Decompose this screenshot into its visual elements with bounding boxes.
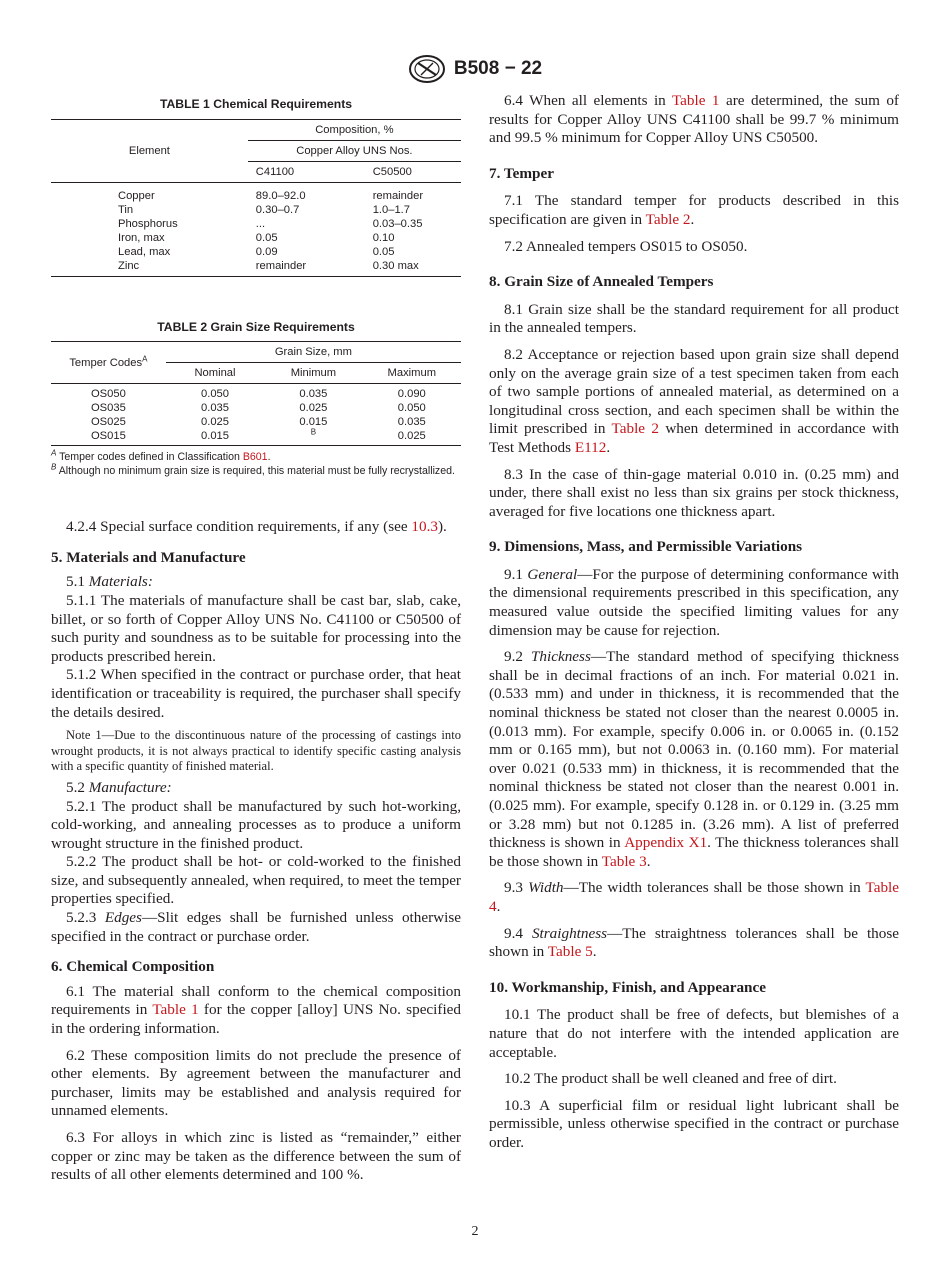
note-1: Note 1—Due to the discontinuous nature of the processing of castings into wrought products, it is not always practical to identify specific casting analysis with a specific quantity of finished material.: [51, 728, 461, 774]
section-10-heading: 10. Workmanship, Finish, and Appearance: [489, 978, 766, 996]
para-6-3: 6.3 For alloys in which zinc is listed as “remainder,” either copper or zinc may be taken as the difference between the sum of results of all other elements determined and 100 %.: [51, 1129, 461, 1184]
para-8-3: 8.3 In the case of thin-gage material 0.010 in. (0.25 mm) and under, there shall exist no less than six grains per stock thickness, averaged for five locations one thickness apart.: [489, 465, 899, 520]
page-number: 2: [471, 1224, 479, 1239]
section-6-heading: 6. Chemical Composition: [51, 958, 215, 976]
table-row: Copper 89.0–92.0 remainder: [118, 189, 424, 202]
para-9-3: 9.3 Width—The width tolerances shall be those shown in Table 4.: [489, 879, 899, 915]
table-1-link[interactable]: Table 1: [152, 1001, 199, 1019]
maximum-header: Maximum: [363, 363, 461, 384]
grain-size-table: [51, 341, 461, 446]
para-5-2: 5.2 Manufacture:: [66, 778, 172, 796]
grain-size-header: Grain Size, mm: [166, 342, 461, 363]
alloy-header: Copper Alloy UNS Nos.: [248, 140, 461, 161]
minimum-header: Minimum: [264, 363, 362, 384]
document-code: B508 − 22: [453, 58, 543, 79]
section-7-heading: 7. Temper: [489, 164, 554, 182]
table-5-link[interactable]: Table 5: [547, 943, 593, 961]
para-5-2-2: 5.2.2 The product shall be hot- or cold-worked to the finished size, and subsequently annealed, when required, to meet the temper properties specified.: [51, 853, 461, 908]
temper-codes-header: Temper Codes$^A$: [51, 342, 166, 384]
section-9-heading: 9. Dimensions, Mass, and Permissible Variations: [489, 538, 803, 556]
para-5-1: 5.1 Materials:: [66, 573, 153, 591]
table-2-link[interactable]: Table 2: [645, 210, 691, 228]
footnote-b-mark: B: [310, 427, 317, 437]
table-2-footnotes: [51, 450, 461, 478]
appendix-x1-link[interactable]: Appendix X1: [624, 834, 708, 852]
table-row: OS035 0.035 0.025 0.050: [90, 402, 426, 415]
left-column: [51, 92, 461, 1185]
para-7-2: 7.2 Annealed tempers OS015 to OS050.: [504, 237, 748, 255]
para-4-2-4: 4.2.4 Special surface condition requirements, if any (see 10.3).: [66, 518, 447, 536]
table-4-link[interactable]: Table 4: [489, 879, 899, 915]
para-7-1: 7.1 The standard temper for products described in this specification are given in Table 2.: [489, 192, 899, 228]
para-6-4: 6.4 When all elements in Table 1 are determined, the sum of results for Copper Alloy UNS C41100 shall be 99.7 % minimum and 99.5 % minimum for Copper Alloy UNS C50500.: [489, 92, 899, 147]
table-row: OS050 0.050 0.035 0.090: [90, 388, 426, 401]
link-10-3[interactable]: 10.3: [411, 518, 438, 536]
para-10-3: 10.3 A superficial film or residual light lubricant shall be permissible, unless otherwise specified in the contract or purchase order.: [489, 1096, 899, 1151]
table-1: [51, 95, 461, 277]
table-1-link[interactable]: Table 1: [671, 92, 720, 109]
para-10-1: 10.1 The product shall be free of defects, but blemishes of a nature that do not interfere with the intended application are acceptable.: [489, 1006, 899, 1061]
table-row: Phosphorus ... 0.03–0.35: [118, 217, 423, 230]
table-row: Iron, max 0.05 0.10: [118, 231, 395, 244]
table-row: OS015 0.015 $^B$ 0.025: [51, 429, 461, 446]
footnote-b: $^B$ Although no minimum grain size is required, this material must be fully recrystallized.: [51, 462, 455, 478]
right-column: [489, 92, 899, 1153]
para-5-2-1: 5.2.1 The product shall be manufactured by such hot-working, cold-working, and annealing processes as to produce a uniform wrought structure in the finished product.: [51, 797, 461, 852]
footnote-a: $^A$ Temper codes defined in Classification B601.: [51, 448, 271, 464]
table-row: Zinc remainder 0.30 max: [51, 259, 461, 277]
para-6-1: 6.1 The material shall conform to the chemical composition requirements in Table 1 for the copper [alloy] UNS No. specified in the ordering information.: [51, 982, 462, 1038]
chemical-requirements-table: [51, 119, 461, 277]
para-9-2: 9.2 Thickness—The standard method of specifying thickness shall be in decimal fractions of an inch. For material 0.021 in. (0.533 mm) and under in thickness, it is recommended that the nominal thickness be stated not closer than the nearest 0.0005 in. (0.013 mm). For example, specify 0.006 in. or 0.0065 in. (0.152 mm or 0.165 mm), but not 0.0063 in. (0.160 mm). For material over 0.021 (0.533 mm) in thickness, it is recommended that the nominal thickness be stated not closer than the nearest 0.001 in. (0.025 mm). For example, specify 0.128 in. or 0.129 in. (3.25 mm or 3.28 mm) but not 0.1285 in. (3.26 mm). A list of preferred thickness is shown in Appendix X1. The thickness tolerances shall be those shown in Table 3.: [489, 648, 900, 870]
astm-logo-icon: [408, 54, 446, 84]
table-2-caption: TABLE 2 Grain Size Requirements: [157, 319, 355, 334]
para-9-1: 9.1 General—For the purpose of determining conformance with the dimensional requirements prescribed in this specification, any measured value outside the specified limiting values for any dimension may be cause for rejection.: [489, 565, 900, 639]
nominal-header: Nominal: [166, 363, 264, 384]
para-5-1-2: 5.1.2 When specified in the contract or purchase order, that heat identification or traceability is required, the purchaser shall specify the details desired.: [51, 666, 461, 721]
table-3-link[interactable]: Table 3: [601, 852, 647, 870]
section-5-heading: 5. Materials and Manufacture: [51, 548, 246, 566]
para-8-1: 8.1 Grain size shall be the standard requirement for all product in the annealed tempers.: [489, 300, 899, 337]
table-row: OS025 0.025 0.015 0.035: [90, 416, 426, 429]
para-9-4: 9.4 Straightness—The straightness tolerances shall be those shown in Table 5.: [489, 924, 899, 961]
col-c41100: C41100: [248, 161, 367, 182]
table-2: [51, 318, 461, 479]
table-1-caption: TABLE 1 Chemical Requirements: [159, 97, 353, 111]
page-header: [0, 54, 950, 84]
para-8-2: 8.2 Acceptance or rejection based upon grain size shall depend only on the average grain size of a test specimen taken from each of two sample portions of annealed material, as determined on a longitudinal cross section, and each specimen shall be within the limit prescribed in Table 2 when determined in accordance with Test Methods E112.: [489, 345, 899, 456]
e112-link[interactable]: E112: [574, 438, 607, 456]
table-2-link[interactable]: Table 2: [611, 420, 659, 438]
composition-header: Composition, %: [248, 119, 461, 140]
para-5-1-1: 5.1.1 The materials of manufacture shall be cast bar, slab, cake, billet, or so forth of Copper Alloy UNS No. C41100 or C50500 of such purity and soundness as to be suitable for processing into the products prescribed herein.: [51, 591, 461, 665]
element-header: Element: [51, 119, 248, 182]
para-5-2-3: 5.2.3 Edges—Slit edges shall be furnished unless otherwise specified in the contract or purchase order.: [51, 909, 462, 945]
para-10-2: 10.2 The product shall be well cleaned and free of dirt.: [504, 1070, 837, 1088]
table-row: Tin 0.30–0.7 1.0–1.7: [118, 203, 411, 216]
table-row: Lead, max 0.09 0.05: [118, 245, 395, 258]
b601-link[interactable]: B601: [242, 451, 268, 464]
para-6-2: 6.2 These composition limits do not preclude the presence of other elements. By agreement between the manufacturer and purchaser, limits may be established and analysis required for unnamed elements.: [51, 1046, 461, 1120]
section-8-heading: 8. Grain Size of Annealed Tempers: [489, 273, 714, 291]
col-c50500: C50500: [367, 161, 461, 182]
